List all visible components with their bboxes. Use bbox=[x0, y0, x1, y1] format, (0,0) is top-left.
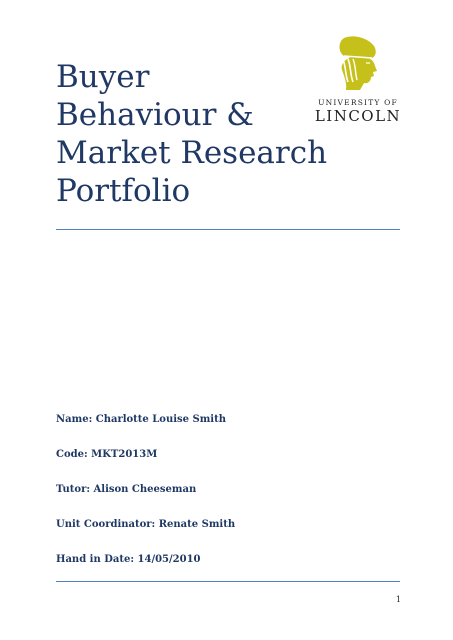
detail-hand-in-date: Hand in Date: 14/05/2010 bbox=[56, 554, 201, 565]
title-divider bbox=[56, 229, 400, 230]
footer-divider bbox=[56, 581, 400, 582]
lincoln-label: LINCOLN bbox=[314, 107, 402, 125]
detail-name: Name: Charlotte Louise Smith bbox=[56, 414, 226, 425]
title-line-1: Buyer bbox=[56, 59, 150, 95]
detail-tutor: Tutor: Alison Cheeseman bbox=[56, 484, 197, 495]
page-number: 1 bbox=[395, 595, 401, 604]
detail-code: Code: MKT2013M bbox=[56, 449, 158, 460]
university-logo bbox=[300, 36, 400, 126]
title-line-4: Portfolio bbox=[56, 173, 191, 209]
student-details bbox=[56, 411, 235, 586]
title-line-2: Behaviour & bbox=[56, 97, 254, 133]
minerva-head-icon bbox=[330, 36, 380, 90]
university-of-label: UNIVERSITY OF bbox=[318, 98, 398, 107]
detail-unit-coordinator: Unit Coordinator: Renate Smith bbox=[56, 519, 236, 530]
title-line-3: Market Research bbox=[56, 135, 328, 171]
